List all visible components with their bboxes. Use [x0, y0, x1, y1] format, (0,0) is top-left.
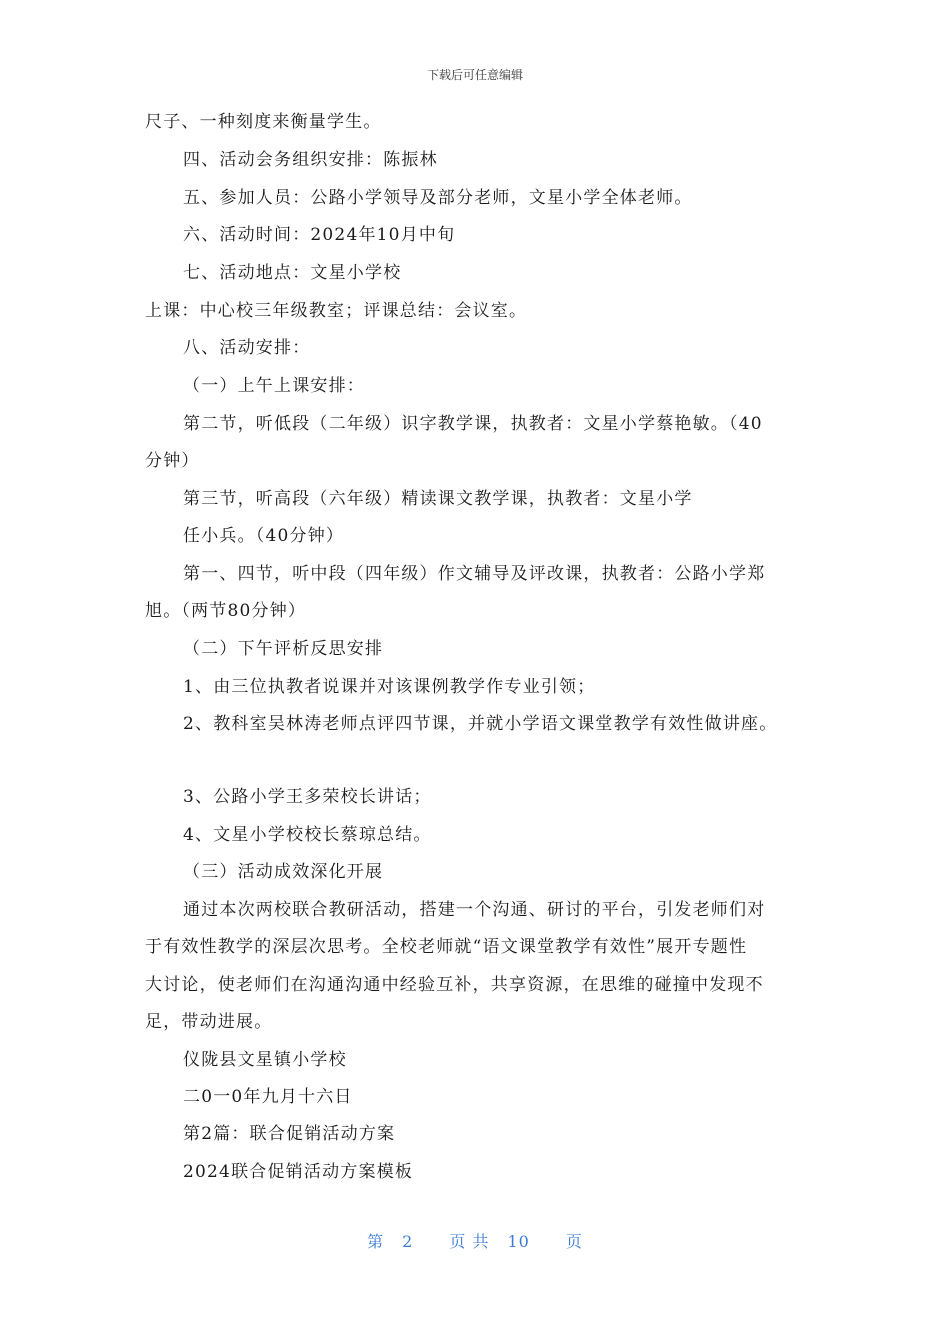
- text-line: 第一、四节，听中段（四年级）作文辅导及评改课，执教者：公路小学郑: [183, 564, 766, 584]
- text-line: 于有效性教学的深层次思考。全校老师就“语文课堂教学有效性”展开专题性: [145, 937, 748, 957]
- text-line: 二0一0年九月十六日: [183, 1087, 353, 1107]
- text-line: （一）上午上课安排：: [183, 376, 365, 396]
- footer-page-number: 2: [402, 1232, 414, 1251]
- text-line: 尺子、一种刻度来衡量学生。: [145, 112, 382, 132]
- text-line: 4、文星小学校校长蔡琼总结。: [183, 825, 432, 845]
- text-line: 1、由三位执教者说课并对该课例教学作专业引领；: [183, 677, 596, 697]
- footer-suffix: 页: [565, 1232, 583, 1251]
- text-line: 任小兵。（40分钟）: [183, 526, 345, 546]
- text-line: 分钟）: [145, 451, 200, 471]
- text-line: 第二节，听低段（二年级）识字教学课，执教者：文星小学蔡艳敏。（40: [183, 414, 763, 434]
- text-line: （二）下午评析反思安排: [183, 639, 384, 659]
- text-line: 旭。（两节80分钟）: [145, 601, 307, 621]
- text-line: 第2篇：联合促销活动方案: [183, 1124, 396, 1144]
- text-line: 2024联合促销活动方案模板: [183, 1162, 414, 1182]
- text-line: 足，带动进展。: [145, 1012, 273, 1032]
- text-line: （三）活动成效深化开展: [183, 862, 384, 882]
- text-line: 四、活动会务组织安排：陈振林: [183, 150, 438, 170]
- text-line: 3、公路小学王多荣校长讲话；: [183, 787, 432, 807]
- text-line: 五、参加人员：公路小学领导及部分老师，文星小学全体老师。: [183, 188, 693, 208]
- page-footer: [0, 1229, 950, 1252]
- footer-total-pages: 10: [507, 1232, 530, 1251]
- text-line: 上课：中心校三年级教室；评课总结：会议室。: [145, 301, 528, 321]
- text-line: 仪陇县文星镇小学校: [183, 1050, 347, 1070]
- page-header: 下载后可任意编辑: [426, 68, 523, 82]
- text-line: 八、活动安排：: [183, 338, 311, 358]
- text-line: 大讨论，使老师们在沟通沟通中经验互补，共享资源，在思维的碰撞中发现不: [145, 975, 764, 995]
- footer-prefix: 第: [367, 1232, 385, 1251]
- text-line: 第三节，听高段（六年级）精读课文教学课，执教者：文星小学: [183, 489, 693, 509]
- footer-mid: 页 共: [449, 1232, 490, 1251]
- text-line: 六、活动时间：2024年10月中旬: [183, 225, 456, 245]
- text-line: 2、教科室吴林涛老师点评四节课，并就小学语文课堂教学有效性做讲座。: [183, 714, 778, 734]
- text-line: 七、活动地点：文星小学校: [183, 263, 402, 283]
- text-line: 通过本次两校联合教研活动，搭建一个沟通、研讨的平台，引发老师们对: [183, 900, 766, 920]
